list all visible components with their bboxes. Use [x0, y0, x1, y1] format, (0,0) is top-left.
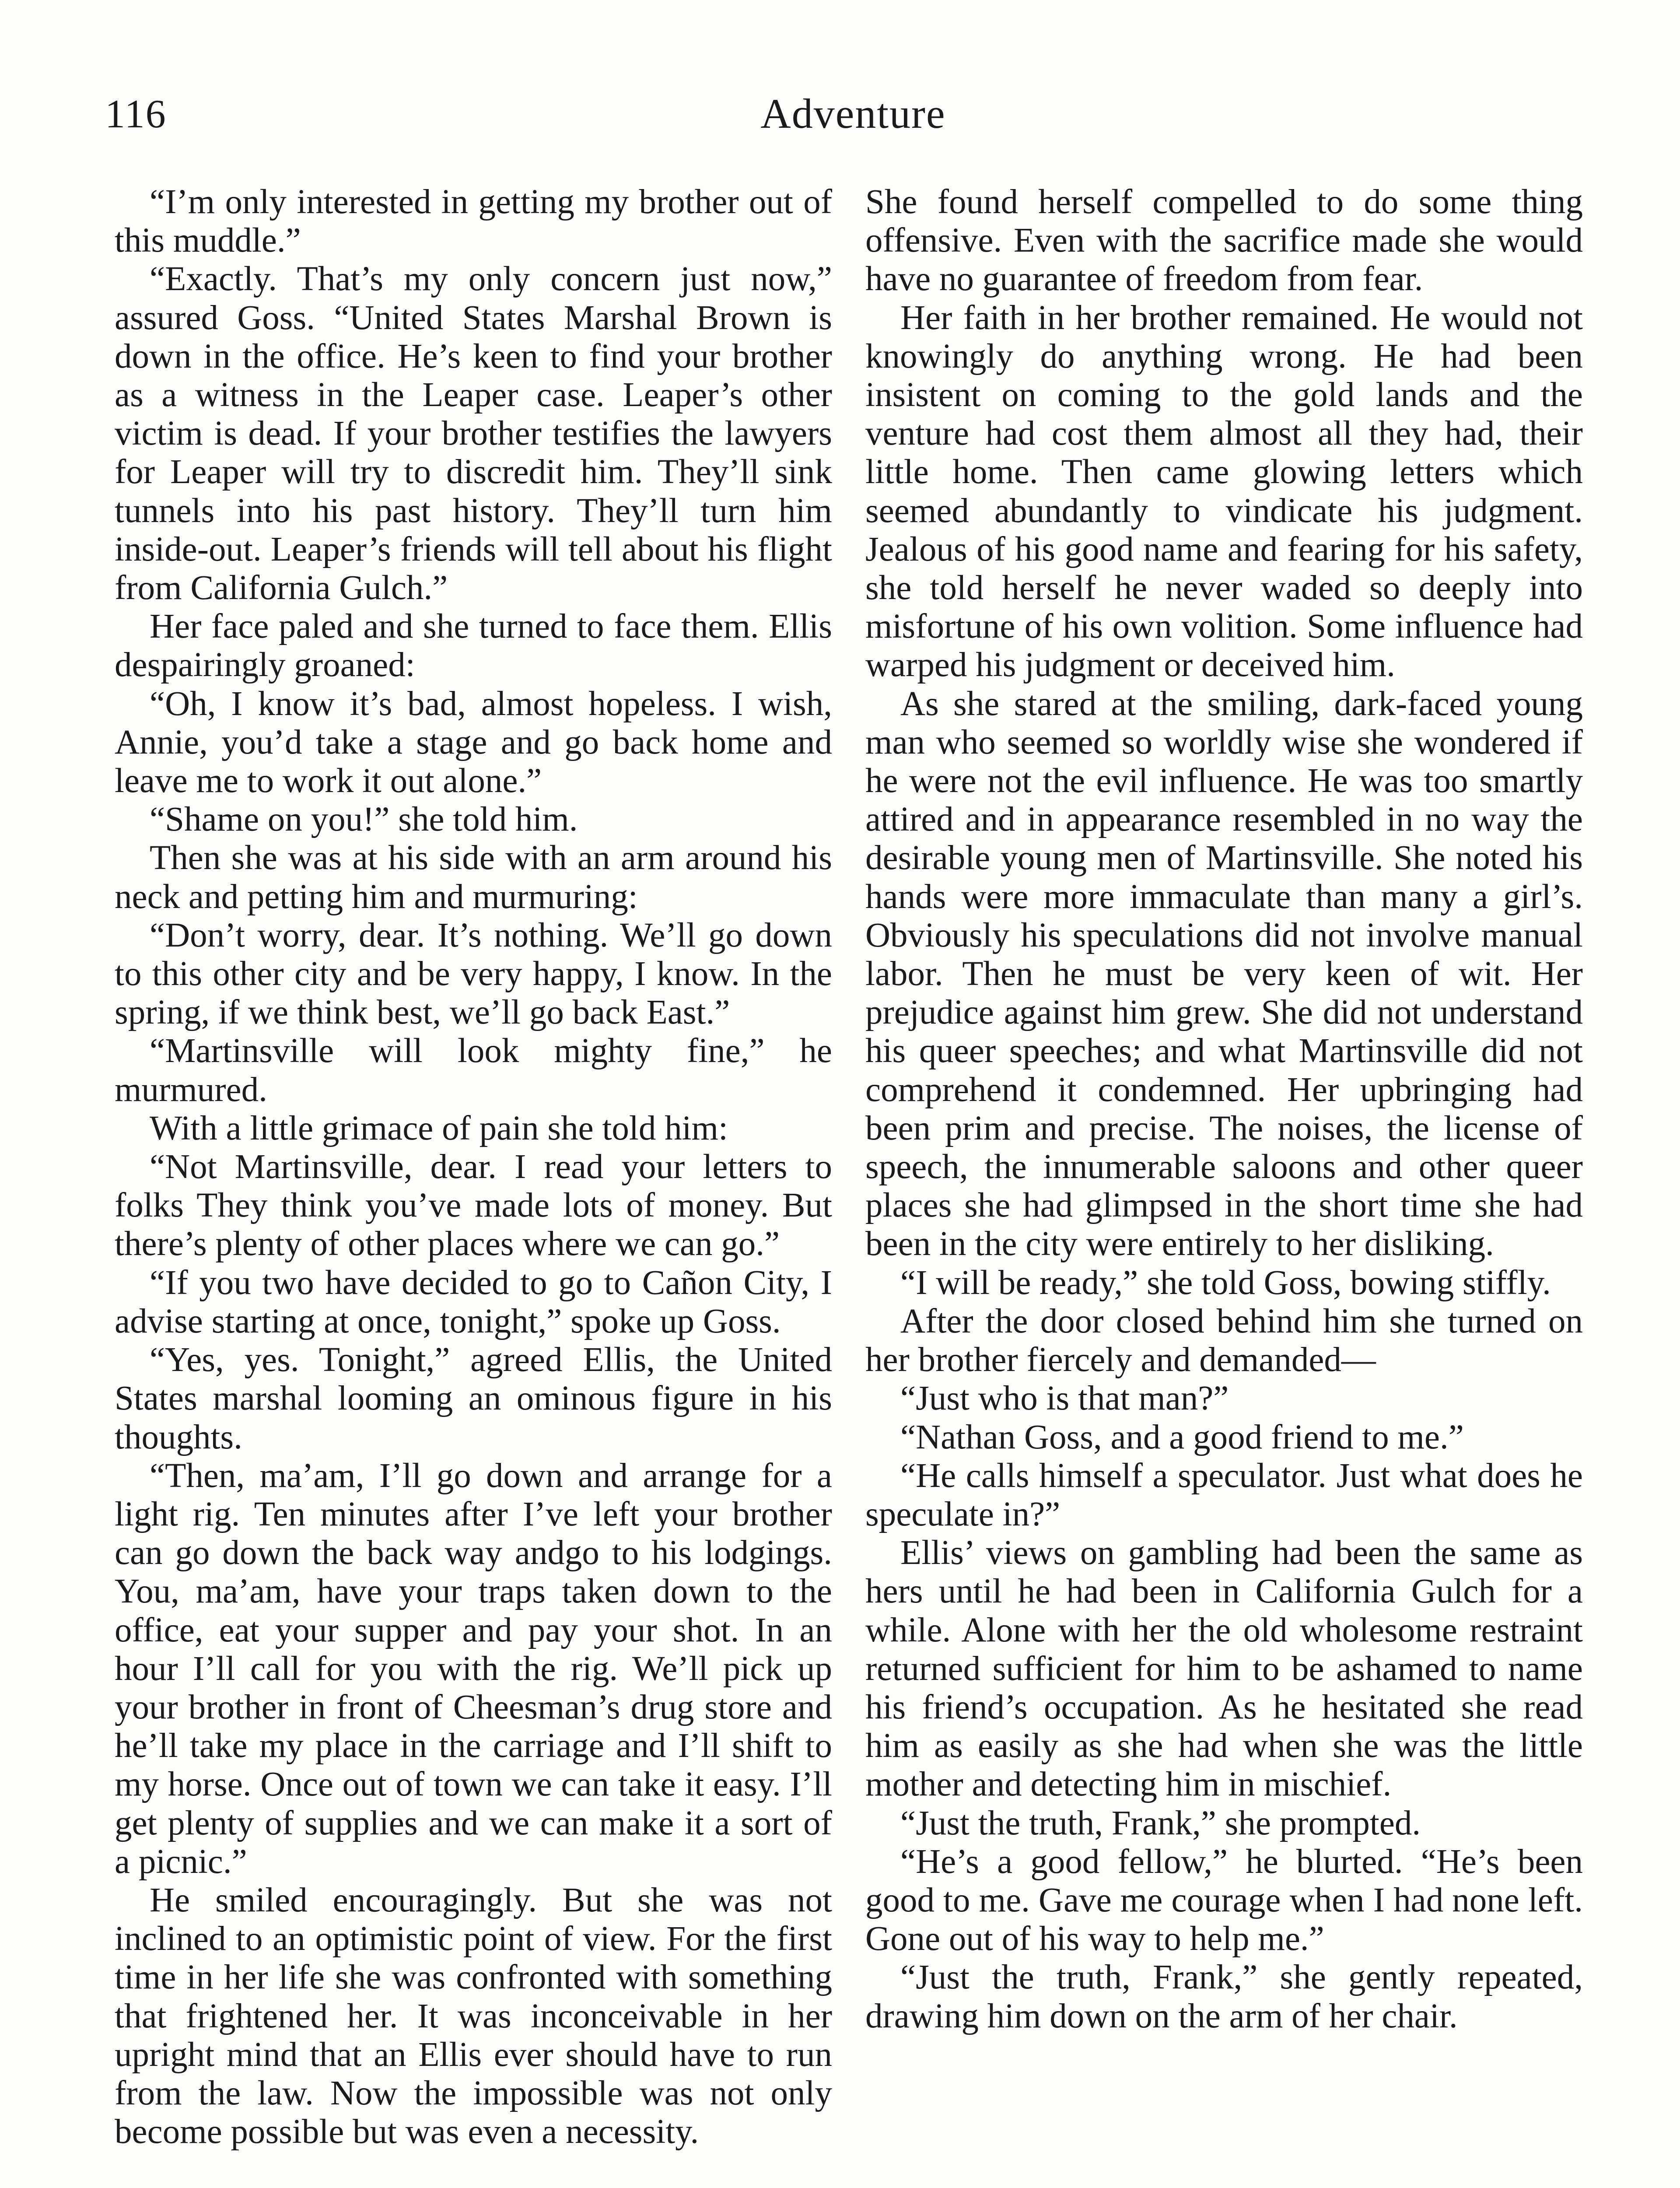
running-title: Adventure: [760, 90, 946, 137]
paragraph: “Yes, yes. Tonight,” agreed Ellis, the United States marshal looming an ominous figure in his thoughts.: [115, 1341, 832, 1456]
paragraph: “Shame on you!” she told him.: [150, 800, 578, 839]
paragraph: With a little grimace of pain she told him:: [150, 1109, 728, 1147]
paragraph: “Oh, I know it’s bad, almost hopeless. I wish, Annie, you’d take a stage and go back home and leave me to work it out alone.”: [115, 684, 832, 800]
left-text-column: [115, 183, 832, 2151]
paragraph: After the door closed behind him she turned on her brother fiercely and demanded—: [865, 1302, 1583, 1379]
paragraph: “Don’t worry, dear. It’s nothing. We’ll go down to this other city and be very happy, I know. In the spring, if we think best, we’ll go back East.”: [115, 916, 832, 1032]
paragraph: “He calls himself a speculator. Just what does he speculate in?”: [865, 1456, 1583, 1533]
page-header: [105, 88, 1601, 149]
paragraph: “Then, ma’am, I’ll go down and arrange for a light rig. Ten minutes after I’ve left your brother can go down the back way andgo to his lodgings. You, ma’am, have your traps taken down to the office, eat your supper and pay your shot. In an hour I’ll call for you with the rig. We’ll pick up your brother in front of Cheesman’s drug store and he’ll take my place in the carriage and I’ll shift to my horse. Once out of town we can take it easy. I’ll get plenty of supplies and we can make it a sort of a picnic.”: [115, 1456, 832, 1881]
page-number: 116: [105, 91, 167, 136]
paragraph: “Just who is that man?”: [900, 1379, 1229, 1418]
paragraph: “I will be ready,” she told Goss, bowing stiffly.: [900, 1263, 1551, 1302]
paragraph: “Just the truth, Frank,” she gently repeated, drawing him down on the arm of her chair.: [865, 1958, 1583, 2035]
paragraph: “Just the truth, Frank,” she prompted.: [900, 1804, 1421, 1842]
paragraph: Her face paled and she turned to face them. Ellis despairingly groaned:: [115, 607, 832, 684]
paragraph: “I’m only interested in getting my brother out of this muddle.”: [115, 183, 832, 260]
paragraph: “If you two have decided to go to Cañon City, I advise starting at once, tonight,” spoke up Goss.: [115, 1263, 832, 1340]
right-text-column: [865, 183, 1583, 2036]
paragraph: Then she was at his side with an arm around his neck and petting him and murmuring:: [115, 839, 832, 916]
paragraph: Her faith in her brother remained. He would not knowingly do anything wrong. He had been insistent on coming to the gold lands and the venture had cost them almost all they had, their little home. Then came glowing letters which seemed abundantly to vindicate his judgment. Jealous of his good name and fearing for his safety, she told herself he never waded so deeply into misfortune of his own volition. Some influence had warped his judgment or deceived him.: [865, 298, 1583, 684]
paragraph: As she stared at the smiling, dark-faced young man who seemed so worldly wise she wondered if he were not the evil influence. He was too smartly attired and in appearance resembled in no way the desirable young men of Martinsville. She noted his hands were more immaculate than many a girl’s. Obviously his speculations did not involve manual labor. Then he must be very keen of wit. Her prejudice against him grew. She did not understand his queer speeches; and what Martinsville did not comprehend it condemned. Her upbringing had been prim and precise. The noises, the license of speech, the innumerable saloons and other queer places she had glimpsed in the short time she had been in the city were entirely to her disliking.: [865, 684, 1583, 1263]
paragraph: He smiled encouragingly. But she was not inclined to an optimistic point of view. For the first time in her life she was confronted with something that frightened her. It was inconceivable in her upright mind that an Ellis ever should have to run from the law. Now the impossible was not only become possible but was even a necessity.: [115, 1881, 832, 2151]
paragraph: “Martinsville will look mighty fine,” he murmured.: [115, 1032, 832, 1109]
paragraph: “Nathan Goss, and a good friend to me.”: [900, 1418, 1464, 1456]
paragraph: “Exactly. That’s my only concern just now,” assured Goss. “United States Marshal Brown is down in the office. He’s keen to find your brother as a witness in the Leaper case. Leaper’s other victim is dead. If your brother testifies the lawyers for Leaper will try to discredit him. They’ll sink tunnels into his past history. They’ll turn him inside-out. Leaper’s friends will tell about his flight from California Gulch.”: [115, 260, 832, 607]
paragraph: Ellis’ views on gambling had been the same as hers until he had been in California Gulch for a while. Alone with her the old wholesome restraint returned sufficient for him to be ashamed to name his friend’s occupation. As he hesitated she read him as easily as she had when she was the little mother and detecting him in mischief.: [865, 1534, 1583, 1804]
paragraph: She found herself compelled to do some thing offensive. Even with the sacrifice made she would have no guarantee of freedom from fear.: [865, 183, 1583, 298]
paragraph: “He’s a good fellow,” he blurted. “He’s been good to me. Gave me courage when I had none left. Gone out of his way to help me.”: [865, 1842, 1583, 1958]
paragraph: “Not Martinsville, dear. I read your letters to folks They think you’ve made lots of money. But there’s plenty of other places where we can go.”: [115, 1148, 832, 1263]
